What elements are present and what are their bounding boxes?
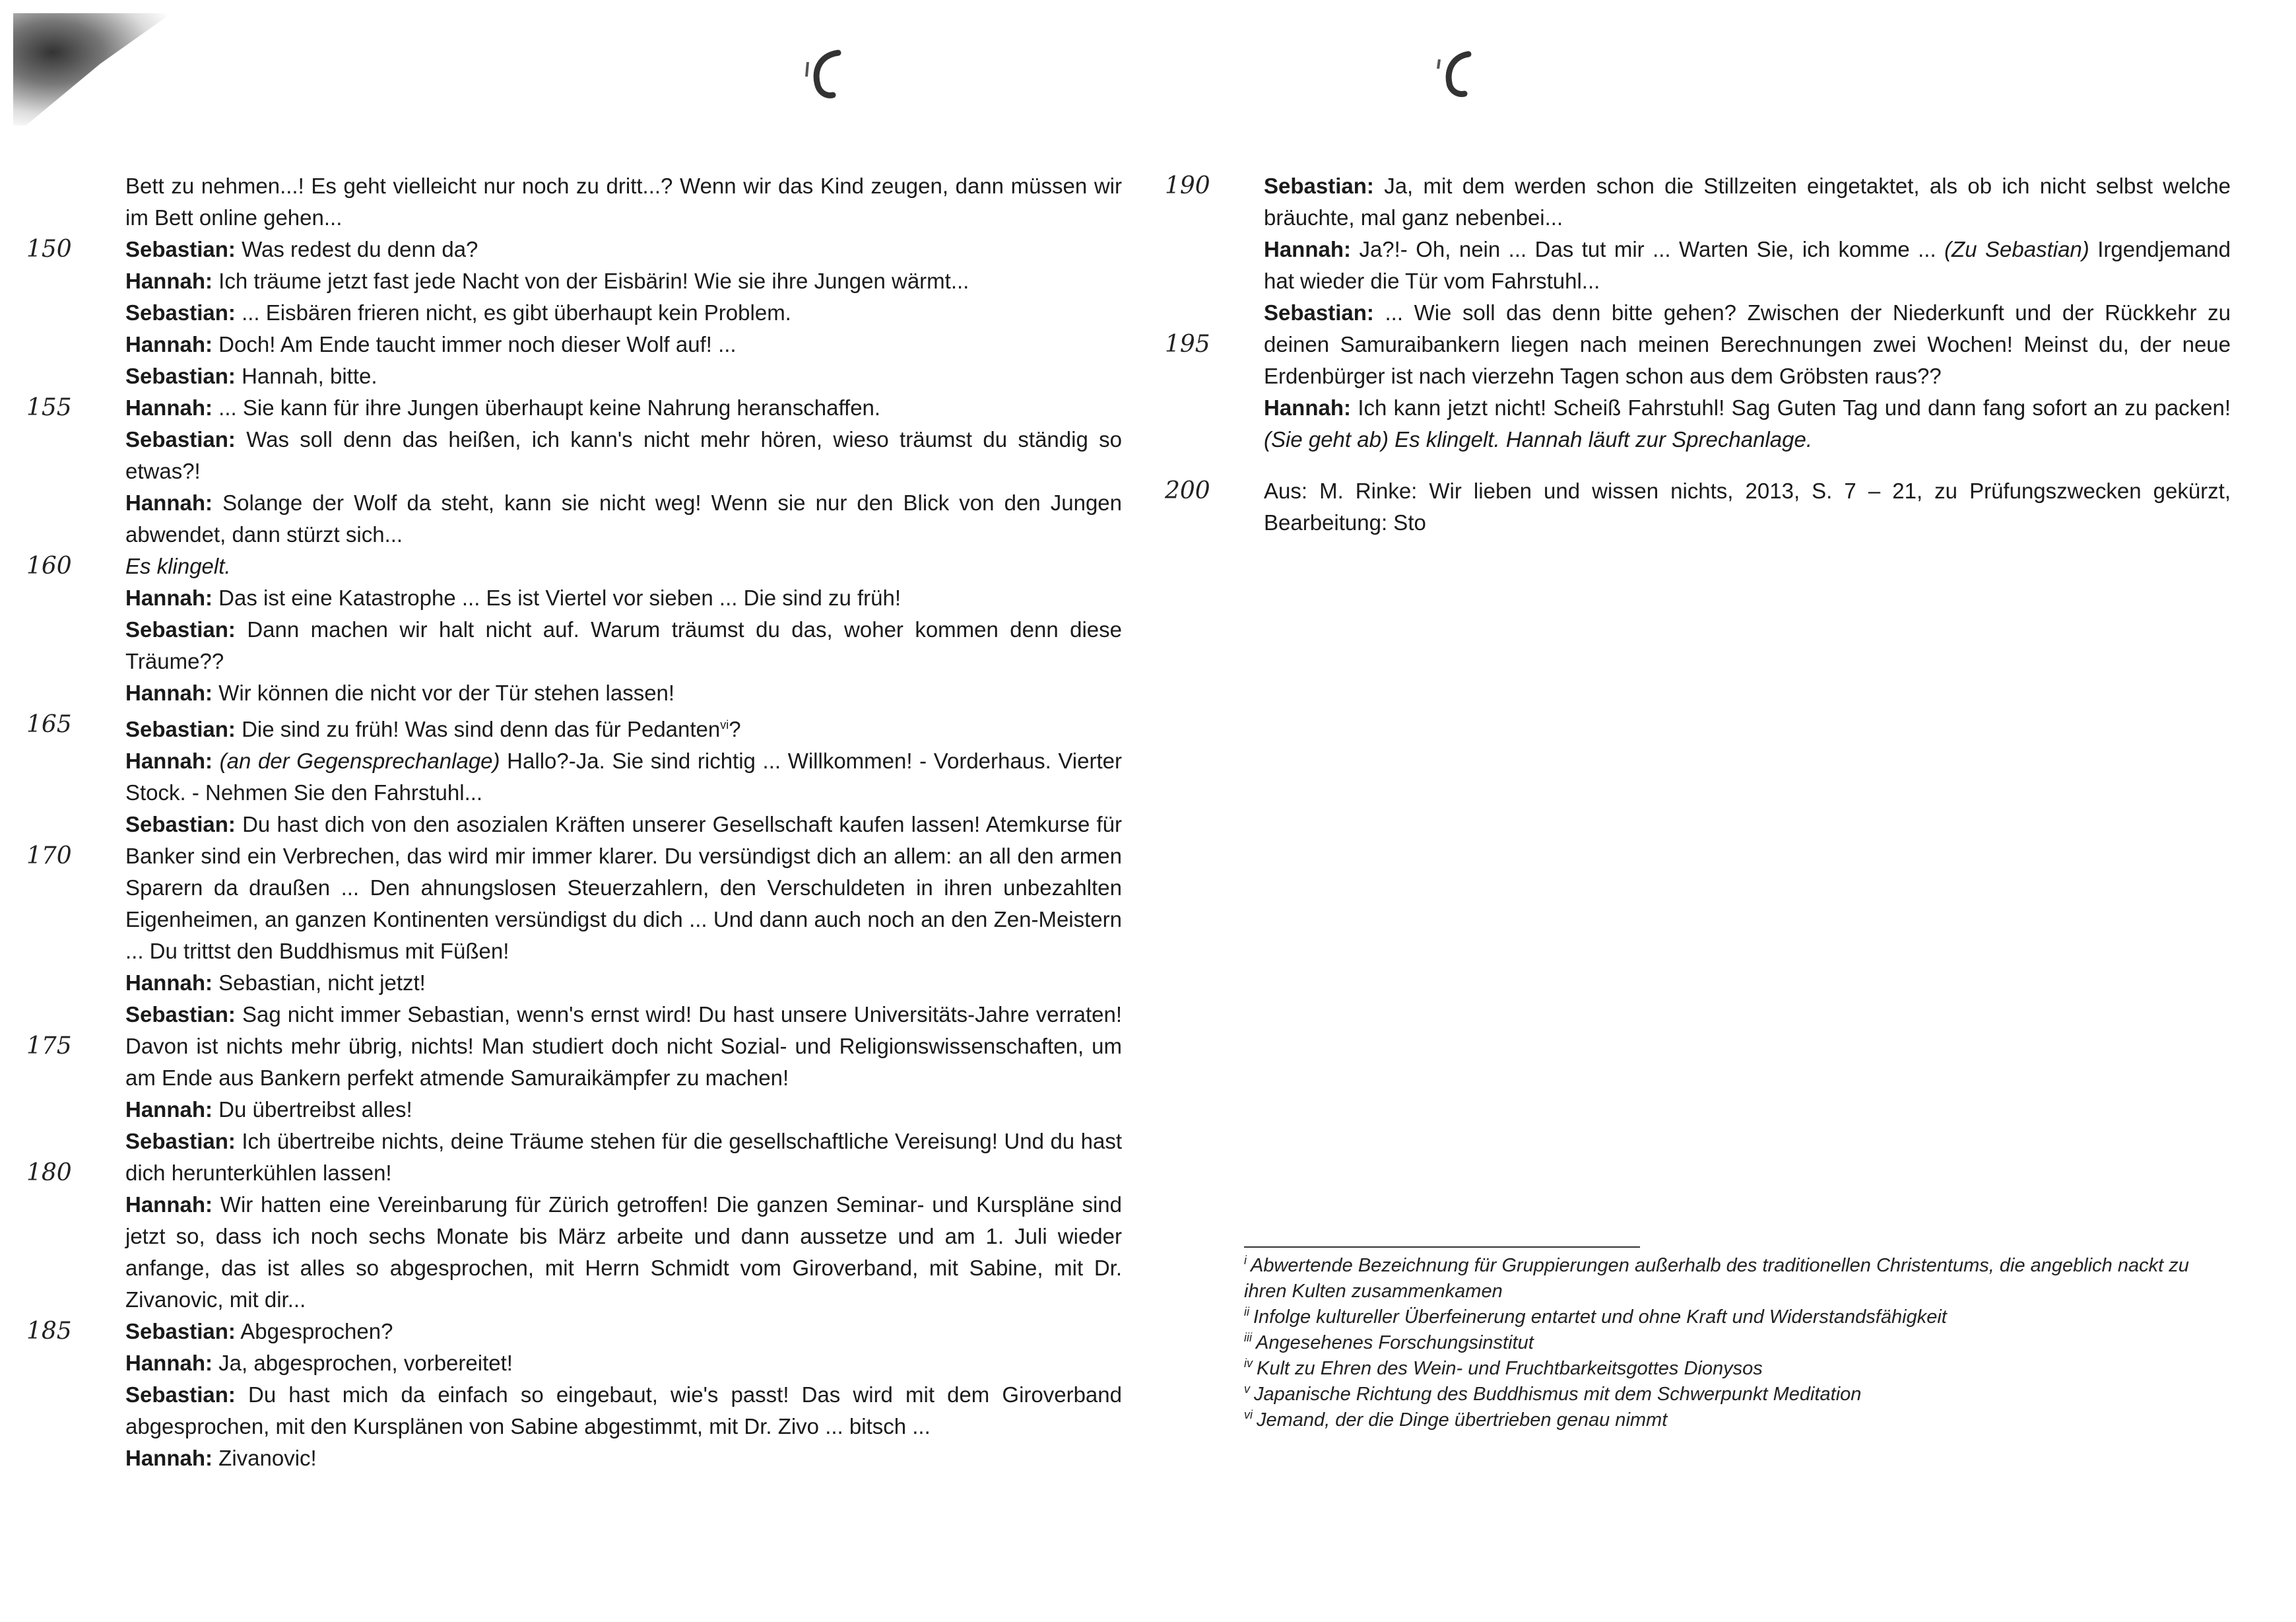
footnote-mark: v (1244, 1382, 1250, 1396)
stage-direction: (Zu Sebastian) (1944, 237, 2089, 261)
dialogue-text: Solange der Wolf da steht, kann sie nicht weg! Wenn sie nur den Blick von den Jungen abwendet, dann stürzt sich... (125, 490, 1122, 547)
line-number: 175 (26, 1032, 72, 1060)
speaker-name: Sebastian: (1264, 174, 1374, 198)
stage-direction: Es klingelt. (125, 554, 231, 578)
dialogue-text: Sag nicht immer Sebastian, wenn's ernst wird! Du hast unsere Universitäts-Jahre verraten! Davon ist nichts mehr übrig, nichts! Man studiert doch nicht Sozial- und Religionswissenschaften, um am Ende aus Bankern perfekt atmende Samuraikämpfer zu machen! (125, 1002, 1122, 1090)
dialogue-line (26, 1442, 1122, 1474)
speaker-name: Hannah: (125, 1446, 213, 1470)
speaker-name: Sebastian: (125, 1319, 236, 1343)
dialogue-text: ... Eisbären frieren nicht, es gibt überhaupt kein Problem. (242, 300, 791, 325)
speaker-name: Sebastian: (125, 1382, 236, 1407)
speaker-name: Hannah: (125, 269, 213, 293)
speaker-name: Sebastian: (125, 427, 236, 452)
dialogue-text: Bett zu nehmen...! Es geht vielleicht nur noch zu dritt...? Wenn wir das Kind zeugen, dann müssen wir im Bett online gehen... (125, 174, 1122, 230)
dialogue-text: ... Sie kann für ihre Jungen überhaupt keine Nahrung heranschaffen. (218, 395, 881, 420)
footnote-ref: vi (720, 718, 729, 731)
line-number: 160 (26, 553, 72, 580)
dialogue-line (26, 1189, 1122, 1316)
dialogue-line (26, 170, 1122, 234)
dialogue-text: Dann machen wir halt nicht auf. Warum träumst du das, woher kommen denn diese Träume?? (125, 617, 1122, 673)
dialogue-text: Zivanovic! (218, 1446, 317, 1470)
footnote (1244, 1382, 2227, 1407)
footnote-mark: i (1244, 1254, 1247, 1267)
dialogue-text: Irgendjemand hat wieder die Tür vom Fahrstuhl... (1264, 237, 2231, 293)
footnotes (1244, 1253, 2227, 1433)
footnote-text: Infolge kultureller Überfeinerung entartet und ohne Kraft und Widerstandsfähigkeit (1253, 1306, 1947, 1328)
speaker-name: Hannah: (125, 586, 213, 610)
dialogue-line (26, 1379, 1122, 1442)
footnote-text: Japanische Richtung des Buddhismus mit dem Schwerpunkt Meditation (1254, 1384, 1862, 1405)
footnote-mark: ii (1244, 1305, 1249, 1319)
line-number: 165 (26, 711, 72, 738)
dialogue-line (26, 1316, 1122, 1347)
footnote-mark: iv (1244, 1357, 1253, 1370)
speaker-name: Hannah: (125, 1192, 213, 1217)
dialogue-text: Abgesprochen? (240, 1319, 393, 1343)
dialogue-text: Ja?!- Oh, nein ... Das tut mir ... Warten Sie, ich komme ... (1359, 237, 1936, 261)
speaker-name: Hannah: (125, 681, 213, 705)
dialogue-text: Was redest du denn da? (242, 237, 478, 261)
dialogue-line (26, 424, 1122, 487)
dialogue-line (26, 745, 1122, 809)
footnote (1244, 1304, 2227, 1330)
dialogue-line (26, 999, 1122, 1094)
dialogue-line (26, 614, 1122, 677)
line-number: 180 (26, 1159, 72, 1186)
dialogue-line (1165, 297, 2231, 392)
line-number: 155 (26, 394, 72, 421)
dialogue-text: Die sind zu früh! Was sind denn das für Pedanten (242, 717, 721, 741)
speaker-name: Sebastian: (125, 364, 236, 388)
dialogue-text: ? (729, 717, 741, 741)
dialogue-text: Doch! Am Ende taucht immer noch dieser Wolf auf! ... (218, 332, 737, 356)
footnote-text: Kult zu Ehren des Wein- und Fruchtbarkeitsgottes Dionysos (1257, 1358, 1763, 1379)
dialogue-text: Du hast mich da einfach so eingebaut, wie's passt! Das wird mit dem Giroverband abgesprochen, mit den Kursplänen von Sabine abgestimmt, mit Dr. Zivo ... bitsch ... (125, 1382, 1122, 1438)
dialogue-text: Ich kann jetzt nicht! Scheiß Fahrstuhl! Sag Guten Tag und dann fang sofort an zu packen! (1358, 395, 2231, 420)
dialogue-line (26, 551, 1122, 582)
dialogue-line (26, 1347, 1122, 1379)
scan-smudge (13, 13, 172, 125)
punch-hole-right (1429, 46, 1488, 106)
speaker-name: Sebastian: (125, 237, 236, 261)
speaker-name: Hannah: (125, 1351, 213, 1375)
dialogue-text: Hallo?-Ja. Sie sind richtig ... Willkommen! - Vorderhaus. Vierter Stock. - Nehmen Sie den Fahrstuhl... (125, 749, 1122, 805)
stage-direction: (Sie geht ab) Es klingelt. Hannah läuft zur Sprechanlage. (1264, 427, 1812, 452)
line-number: 200 (1165, 477, 1210, 504)
dialogue-line (26, 265, 1122, 297)
speaker-name: Sebastian: (1264, 300, 1374, 325)
dialogue-line (26, 809, 1122, 967)
dialogue-text: Wir können die nicht vor der Tür stehen lassen! (218, 681, 675, 705)
speaker-name: Hannah: (125, 490, 213, 515)
footnote-mark: vi (1244, 1408, 1253, 1422)
dialogue-text: Ja, abgesprochen, vorbereitet! (218, 1351, 513, 1375)
speaker-name: Hannah: (125, 1097, 213, 1122)
dialogue-line (26, 360, 1122, 392)
stage-direction: (an der Gegensprechanlage) (219, 749, 500, 773)
footnote (1244, 1253, 2227, 1304)
speaker-name: Hannah: (125, 970, 213, 995)
dialogue-line (26, 329, 1122, 360)
dialogue-text: Du übertreibst alles! (218, 1097, 412, 1122)
line-number: 195 (1165, 331, 1210, 358)
footnote-separator (1244, 1246, 1640, 1248)
dialogue-line (26, 1094, 1122, 1126)
footnote-text: Angesehenes Forschungsinstitut (1256, 1332, 1534, 1353)
dialogue-text: Ich träume jetzt fast jede Nacht von der Eisbärin! Wie sie ihre Jungen wärmt... (218, 269, 969, 293)
dialogue-line (26, 582, 1122, 614)
dialogue-text: Du hast dich von den asozialen Kräften unserer Gesellschaft kaufen lassen! Atemkurse für Banker sind ein Verbrechen, das wird mir immer klarer. Du versündigst dich an allem: an all den armen Sparern da draußen ... Den ahnungslosen Steuerzahlern, den Verschuldeten in ihren unbezahlten Eigenheimen, an ganzen Kontinenten versündigst du dich ... Und dann auch noch an den Zen-Meistern ... Du trittst den Buddhismus mit Füßen! (125, 812, 1122, 963)
speaker-name: Sebastian: (125, 1002, 236, 1027)
dialogue-line (26, 1126, 1122, 1189)
speaker-name: Hannah: (125, 332, 213, 356)
dialogue-text: Hannah, bitte. (242, 364, 377, 388)
footnote (1244, 1330, 2227, 1356)
speaker-name: Hannah: (125, 395, 213, 420)
dialogue-line (26, 709, 1122, 745)
dialogue-line (1165, 392, 2231, 456)
footnote (1244, 1407, 2227, 1433)
punch-hole-left (799, 46, 858, 106)
dialogue-line (26, 297, 1122, 329)
speaker-name: Sebastian: (125, 300, 236, 325)
dialogue-line (26, 967, 1122, 999)
footnote-text: Abwertende Bezeichnung für Gruppierungen außerhalb des traditionellen Christentums, die angeblich nackt zu ihren Kulten zusammenkamen (1244, 1255, 2189, 1302)
speaker-name: Sebastian: (125, 1129, 236, 1153)
footnote-text: Jemand, der die Dinge übertrieben genau nimmt (1257, 1409, 1668, 1431)
speaker-name: Hannah: (125, 749, 213, 773)
speaker-name: Hannah: (1264, 237, 1351, 261)
dialogue-line (26, 677, 1122, 709)
line-number: 190 (1165, 172, 1210, 199)
dialogue-line (26, 487, 1122, 551)
left-column (26, 170, 1122, 1474)
right-column (1165, 170, 2231, 539)
line-number: 185 (26, 1318, 72, 1345)
speaker-name: Sebastian: (125, 717, 236, 741)
speaker-name: Sebastian: (125, 617, 236, 642)
dialogue-line (26, 234, 1122, 265)
dialogue-line (1165, 234, 2231, 297)
dialogue-text: Was soll denn das heißen, ich kann's nicht mehr hören, wieso träumst du ständig so etwas?! (125, 427, 1122, 483)
dialogue-line (1165, 170, 2231, 234)
dialogue-text: Sebastian, nicht jetzt! (218, 970, 426, 995)
line-number: 170 (26, 842, 72, 869)
dialogue-line (26, 392, 1122, 424)
dialogue-text: ... Wie soll das denn bitte gehen? Zwischen der Niederkunft und der Rückkehr zu deinen Samuraibankern liegen nach meinen Berechnungen zwei Wochen! Meinst du, der neue Erdenbürger ist nach vierzehn Tagen schon aus dem Gröbsten raus?? (1264, 300, 2231, 388)
speaker-name: Hannah: (1264, 395, 1351, 420)
dialogue-text: Ich übertreibe nichts, deine Träume stehen für die gesellschaftliche Vereisung! Und du hast dich herunterkühlen lassen! (125, 1129, 1122, 1185)
footnote (1244, 1356, 2227, 1382)
dialogue-line (1165, 475, 2231, 539)
speaker-name: Sebastian: (125, 812, 236, 836)
dialogue-text: Das ist eine Katastrophe ... Es ist Viertel vor sieben ... Die sind zu früh! (218, 586, 902, 610)
dialogue-text: Ja, mit dem werden schon die Stillzeiten eingetaktet, als ob ich nicht selbst welche bräuchte, mal ganz nebenbei... (1264, 174, 2231, 230)
dialogue-text: Aus: M. Rinke: Wir lieben und wissen nichts, 2013, S. 7 – 21, zu Prüfungszwecken gekürzt, Bearbeitung: Sto (1264, 479, 2231, 535)
line-number: 150 (26, 236, 72, 263)
footnote-mark: iii (1244, 1331, 1252, 1345)
dialogue-text: Wir hatten eine Vereinbarung für Zürich getroffen! Die ganzen Seminar- und Kurspläne sind jetzt so, dass ich noch sechs Monate bis März arbeite und dann aussetze und am 1. Juli wieder anfange, das ist alles so abgesprochen, mit Herrn Schmidt vom Giroverband, mit Sabine, mit Dr. Zivanovic, mit dir... (125, 1192, 1123, 1312)
